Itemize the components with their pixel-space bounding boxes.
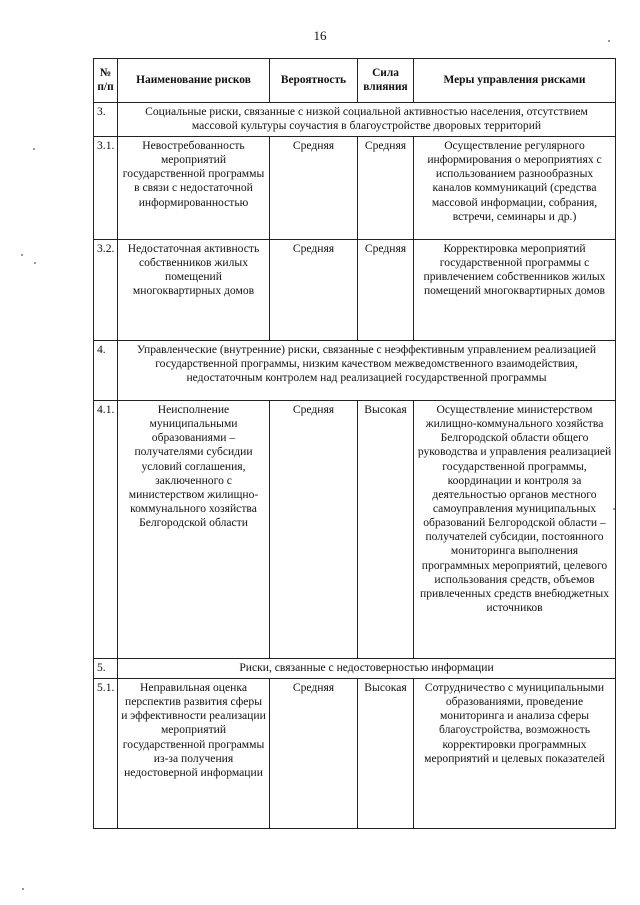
risk-probability: Средняя bbox=[270, 240, 358, 341]
section-number: 4. bbox=[94, 341, 118, 401]
risk-name: Невостребованность мероприятий государственной программы в связи с недостаточной информированностью bbox=[118, 137, 270, 240]
risk-name: Неисполнение муниципальными образованиями – получателями субсидии условий соглашения, заключенного с министерством жилищно-коммунального хозяйства Белгородской области bbox=[118, 401, 270, 659]
table-row bbox=[94, 137, 616, 240]
section-row bbox=[94, 659, 616, 679]
scan-speck bbox=[33, 148, 35, 150]
row-number: 3.1. bbox=[94, 137, 118, 240]
risk-measures: Осуществление министерством жилищно-коммунального хозяйства Белгородской области общего руководства и управления реализацией государственной программы, координации и контроля за деятельностью органов местного самоуправления муниципальных образований Белгородской области – получателей субсидии, постоянного мониторинга выполнения программных мероприятий, целевого использования средств, объемов привлеченных средств внебюджетных источников bbox=[414, 401, 616, 659]
scan-speck bbox=[613, 508, 615, 510]
header-impact-strength: Сила влияния bbox=[358, 59, 414, 103]
table-header-row bbox=[94, 59, 616, 103]
risk-probability: Средняя bbox=[270, 401, 358, 659]
table-row bbox=[94, 240, 616, 341]
scan-speck bbox=[608, 40, 610, 42]
header-management-measures: Меры управления рисками bbox=[414, 59, 616, 103]
header-risk-name: Наименование рисков bbox=[118, 59, 270, 103]
risk-probability: Средняя bbox=[270, 679, 358, 829]
risk-strength: Средняя bbox=[358, 137, 414, 240]
risk-strength: Высокая bbox=[358, 401, 414, 659]
scan-speck bbox=[21, 254, 23, 256]
table-row bbox=[94, 679, 616, 829]
section-title: Риски, связанные с недостоверностью информации bbox=[118, 659, 616, 679]
section-title: Социальные риски, связанные с низкой социальной активностью населения, отсутствием массовой культуры соучастия в благоустройстве дворовых территорий bbox=[118, 103, 616, 137]
scan-speck bbox=[34, 262, 36, 264]
scan-speck bbox=[22, 888, 24, 890]
risk-measures: Осуществление регулярного информирования о мероприятиях с использованием разнообразных каналов коммуникаций (средства массовой информации, собрания, встречи, семинары и др.) bbox=[414, 137, 616, 240]
risk-measures: Сотрудничество с муниципальными образованиями, проведение мониторинга и анализа сферы благоустройства, возможность корректировки программных мероприятий и целевых показателей bbox=[414, 679, 616, 829]
row-number: 4.1. bbox=[94, 401, 118, 659]
row-number: 5.1. bbox=[94, 679, 118, 829]
table-row bbox=[94, 401, 616, 659]
risk-management-table bbox=[93, 58, 616, 829]
section-number: 3. bbox=[94, 103, 118, 137]
header-number: № п/п bbox=[94, 59, 118, 103]
section-row bbox=[94, 103, 616, 137]
risk-name: Неправильная оценка перспектив развития сферы и эффективности реализации мероприятий государственной программы из-за получения недостоверной информации bbox=[118, 679, 270, 829]
page-number: 16 bbox=[313, 28, 327, 43]
risk-strength: Высокая bbox=[358, 679, 414, 829]
section-title: Управленческие (внутренние) риски, связанные с неэффективным управлением реализацией государственной программы, низким качеством межведомственного взаимодействия, недостаточным контролем над реализацией государственной программы bbox=[118, 341, 616, 401]
risk-strength: Средняя bbox=[358, 240, 414, 341]
section-number: 5. bbox=[94, 659, 118, 679]
risk-measures: Корректировка мероприятий государственной программы с привлечением собственников жилых помещений многоквартирных домов bbox=[414, 240, 616, 341]
row-number: 3.2. bbox=[94, 240, 118, 341]
risk-name: Недостаточная активность собственников жилых помещений многоквартирных домов bbox=[118, 240, 270, 341]
risk-probability: Средняя bbox=[270, 137, 358, 240]
header-probability: Вероятность bbox=[270, 59, 358, 103]
section-row bbox=[94, 341, 616, 401]
